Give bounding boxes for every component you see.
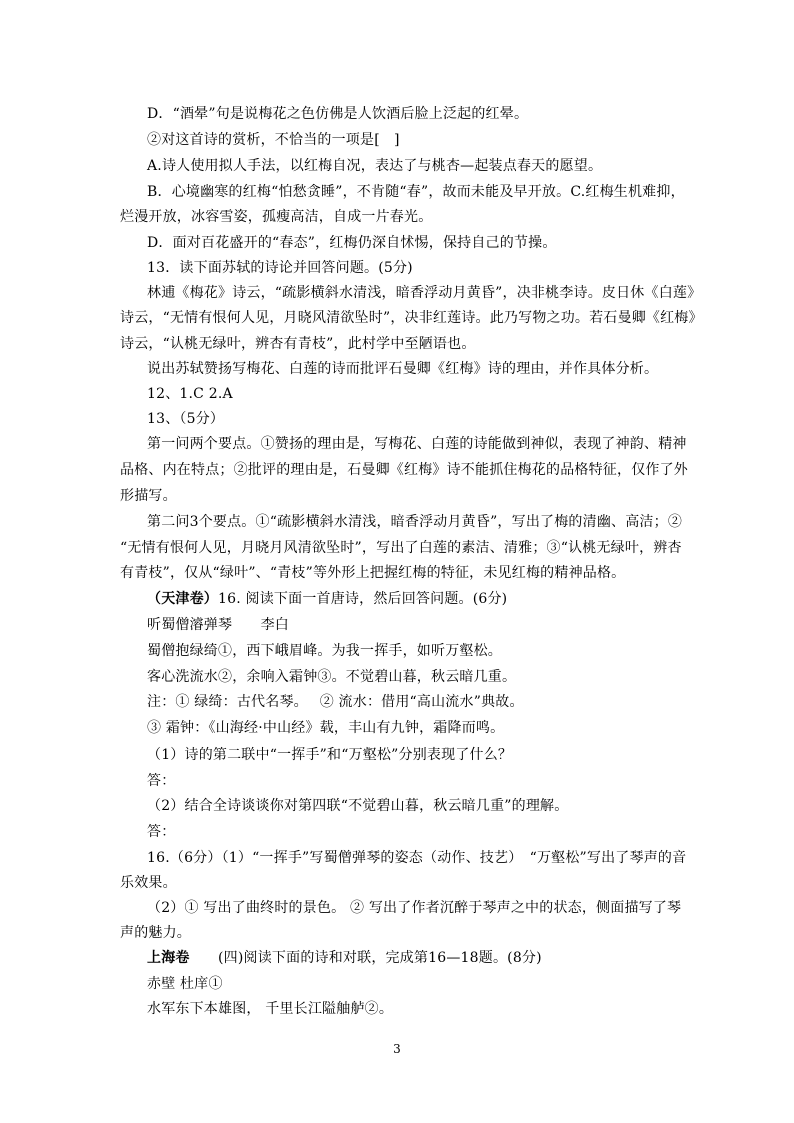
question-line: （1）诗的第二联中“一挥手”和“万壑松”分别表现了什么？ — [147, 747, 513, 763]
answer-prompt: 答： — [147, 824, 176, 840]
note-line: ③ 霜钟：《山海经·中山经》载，丰山有九钟，霜降而鸣。 — [147, 720, 505, 736]
page-number: 3 — [393, 1042, 401, 1056]
text-line: 第二问3个要点。①“疏影横斜水清浅，暗香浮动月黄昏”，写出了梅的清幽、高洁；② — [147, 514, 683, 530]
text-line: 烂漫开放，冰容雪姿，孤瘦高洁，自成一片春光。 — [120, 209, 433, 225]
text-line: 诗云，“无情有恨何人见，月晓风清欲坠时”，决非红莲诗。此乃写物之功。若石曼卿《红梅》 — [120, 310, 703, 326]
text-line: B．心境幽寒的红梅“怕愁贪睡”，不肯随“春”，故而未能及早开放。C.红梅生机难抑， — [147, 184, 685, 200]
poem-line: 水军东下本雄图， 千里长江隘舳舻②。 — [147, 1001, 394, 1017]
text-line: 诗云，“认桃无绿叶，辨杏有青枝”，此村学中至陋语也。 — [120, 336, 476, 352]
answer-line: 13、（5分） — [147, 411, 225, 427]
answer-line: （2）① 写出了曲终时的景色。 ② 写出了作者沉醉于琴声之中的状态，侧面描写了琴 — [147, 900, 682, 916]
text-line: D．“酒晕”句是说梅花之色仿佛是人饮酒后脸上泛起的红晕。 — [147, 106, 529, 122]
question-heading: 13．读下面苏轼的诗论并回答问题。(5分) — [147, 260, 413, 276]
text-line: ②对这首诗的赏析，不恰当的一项是[ ] — [147, 132, 400, 148]
answer-line: 声的魅力。 — [120, 925, 191, 941]
note-line: 注：① 绿绮：古代名琴。 ② 流水：借用“高山流水”典故。 — [147, 694, 524, 710]
answer-line: 乐效果。 — [120, 875, 177, 891]
section-label: 上海卷 — [147, 950, 190, 966]
poem-title: 听蜀僧濬弹琴 李白 — [147, 617, 289, 633]
poem-line: 客心洗流水②，余响入霜钟③。不觉碧山暮，秋云暗几重。 — [147, 669, 517, 685]
text-line: 第一问两个要点。①赞扬的理由是，写梅花、白莲的诗能做到神似，表现了神韵、精神 — [147, 436, 687, 452]
poem-line: 蜀僧抱绿绮①，西下峨眉峰。为我一挥手，如听万壑松。 — [147, 643, 502, 659]
section-heading-tianjin: （天津卷）16. 阅读下面一首唐诗，然后回答问题。(6分) — [147, 591, 508, 607]
poem-title: 赤壁 杜庠① — [147, 976, 223, 992]
text-line: 品格、内在特点；②批评的理由是，石曼卿《红梅》诗不能抓住梅花的品格特征，仅作了外 — [120, 462, 688, 478]
text-line: 有青枝”，仅从“绿叶”、“青枝”等外形上把握红梅的特征，未见红梅的精神品格。 — [120, 565, 626, 581]
text-line: “无情有恨何人见，月晓月风清欲坠时”，写出了白莲的素洁、清雅；③“认桃无绿叶，辨杏 — [120, 540, 682, 556]
section-heading-shanghai: 上海卷 (四)阅读下面的诗和对联，完成第16—18题。(8分) — [147, 950, 542, 966]
text-line: 形描写。 — [120, 488, 177, 504]
text-line: D．面对百花盛开的“春态”，红梅仍深自怵惕，保持自己的节操。 — [147, 235, 557, 251]
section-label: （天津卷） — [147, 591, 218, 607]
answer-line: 12、1.C 2.A — [147, 386, 233, 402]
text-line: A.诗人使用拟人手法，以红梅自况，表达了与桃杏—起装点春天的愿望。 — [147, 158, 603, 174]
question-line: （2）结合全诗谈谈你对第四联“不觉碧山暮，秋云暗几重”的理解。 — [147, 798, 569, 814]
answer-prompt: 答： — [147, 773, 176, 789]
answer-line: 16.（6分）（1）“一挥手”写蜀僧弹琴的姿态（动作、技艺） “万壑松”写出了琴声的音 — [147, 850, 687, 866]
text-line: 林逋《梅花》诗云，“疏影横斜水清浅，暗香浮动月黄昏”，决非桃李诗。皮日休《白莲》 — [147, 285, 702, 301]
text-line: 说出苏轼赞扬写梅花、白莲的诗而批评石曼卿《红梅》诗的理由，并作具体分析。 — [147, 361, 659, 377]
